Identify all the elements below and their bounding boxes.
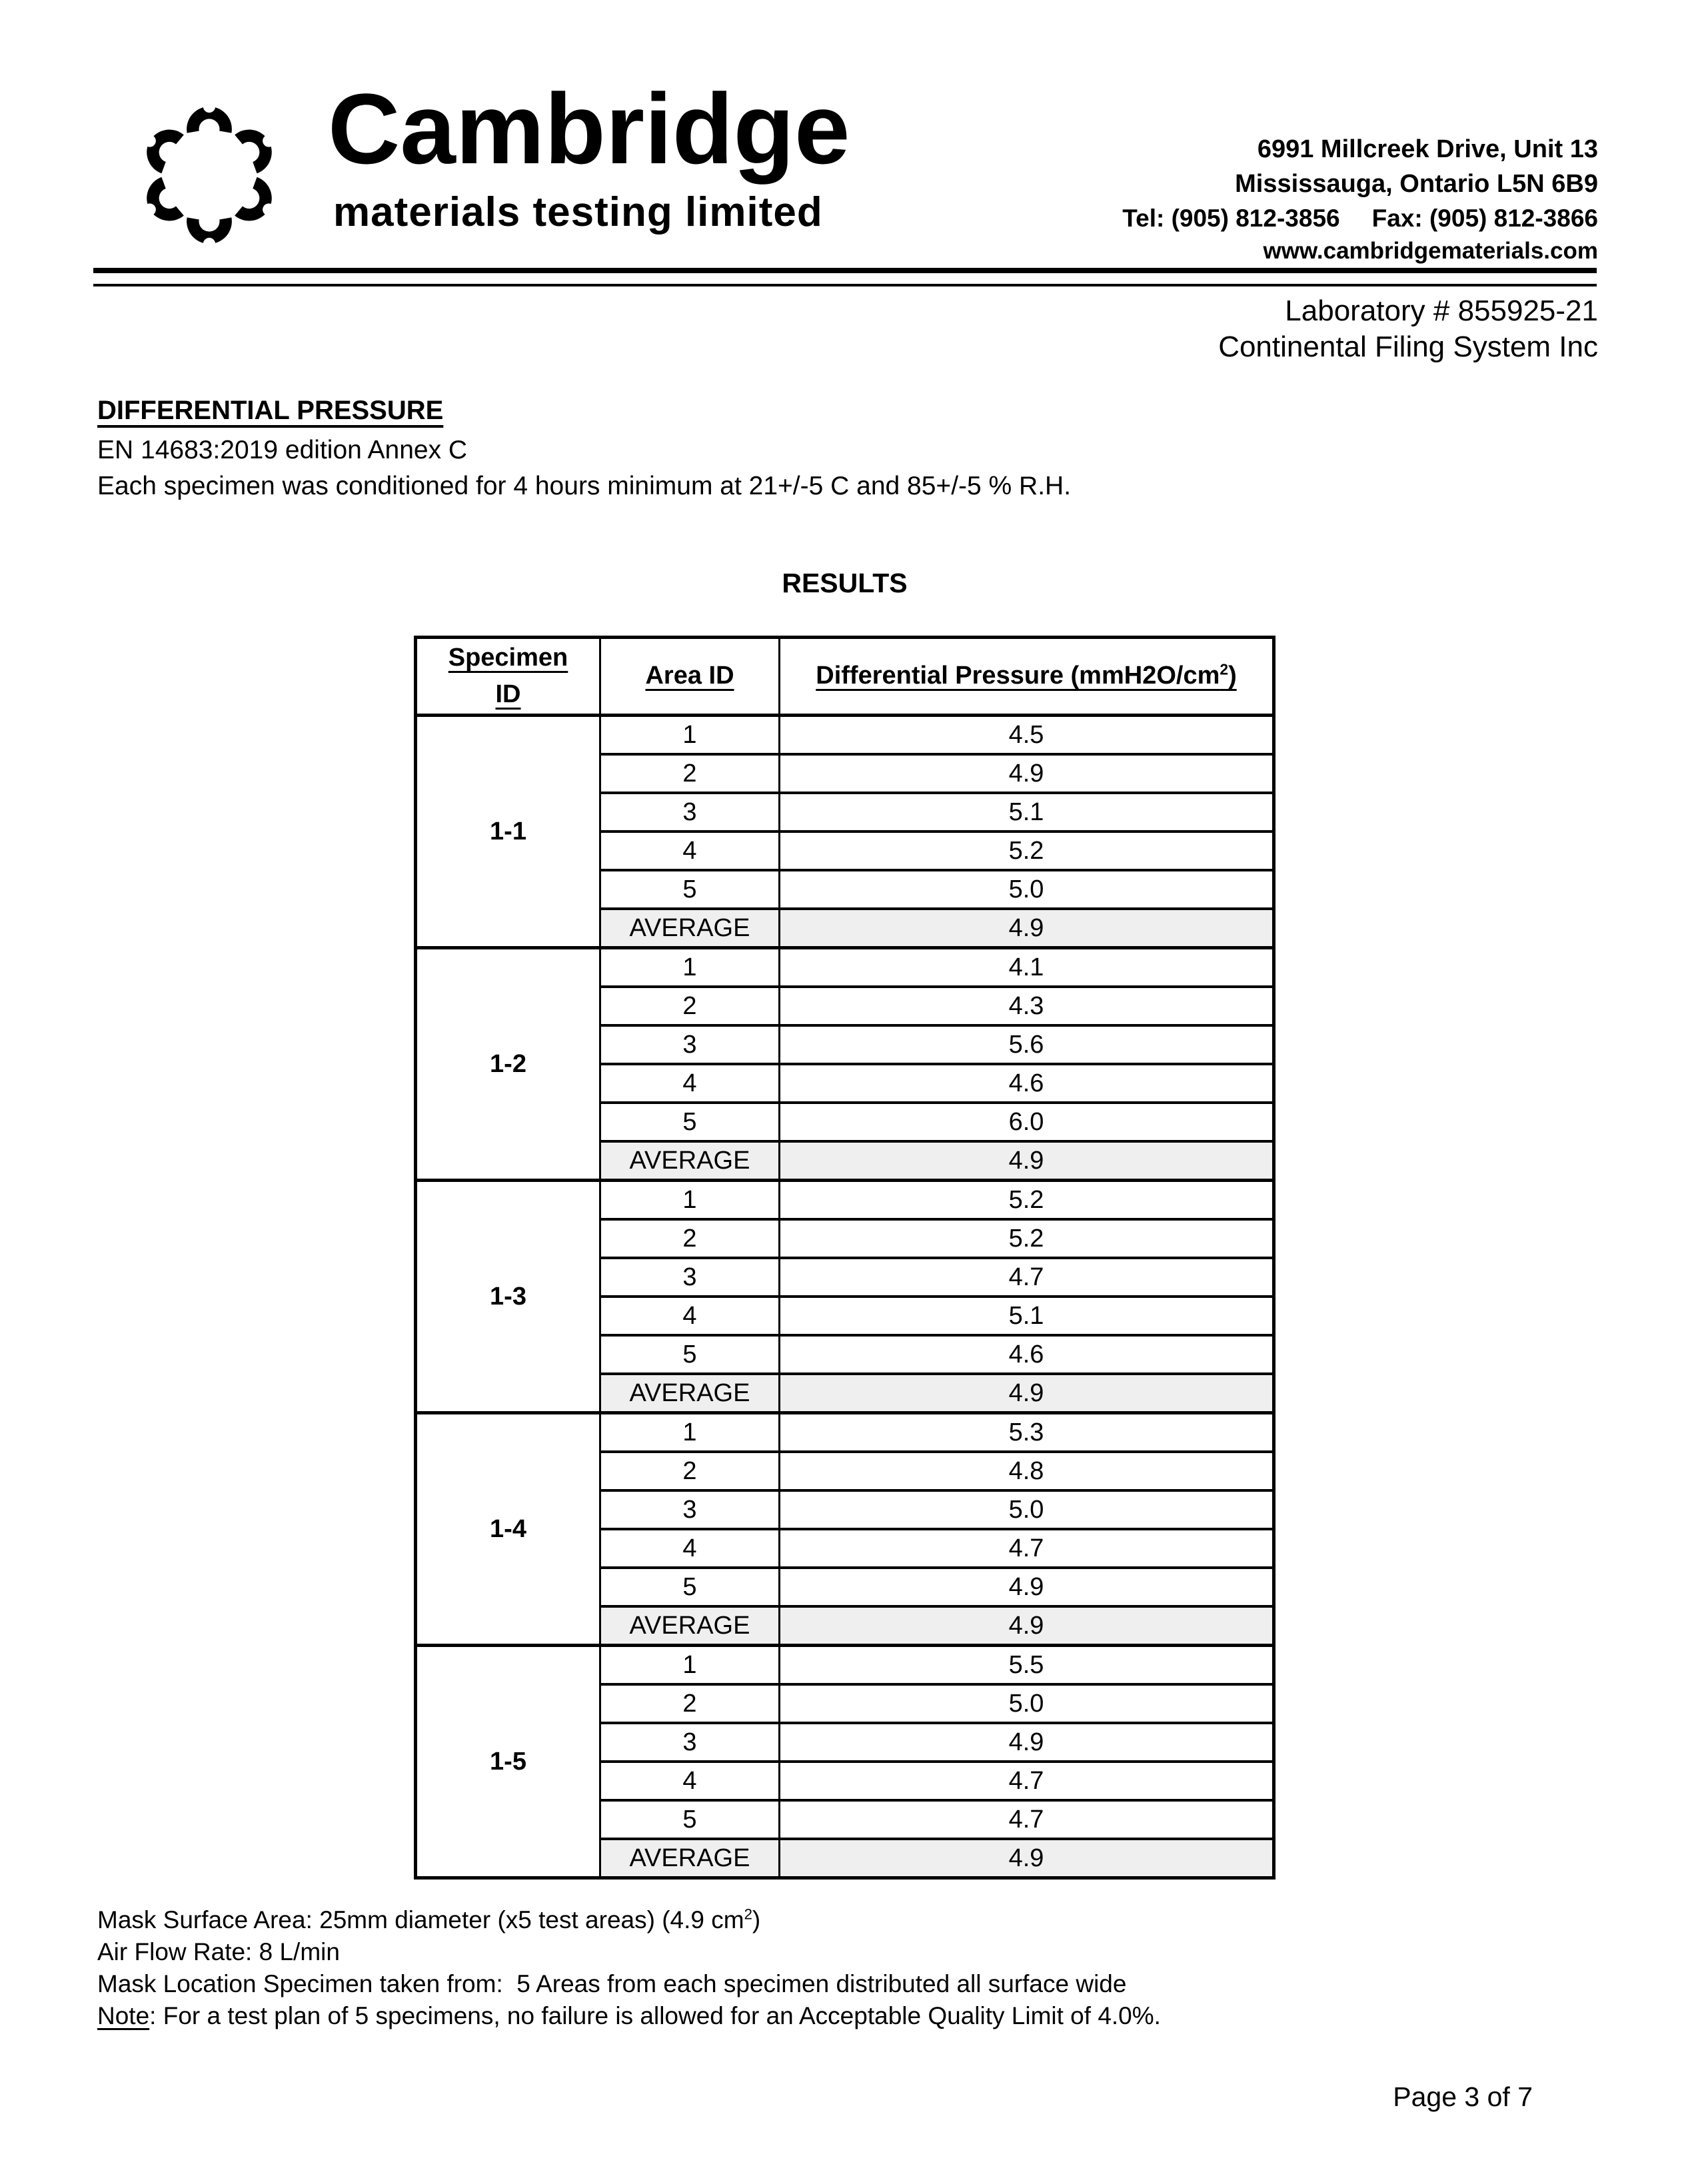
note-text-segment: Mask Location Specimen taken from: 5 Areas from each specimen distributed all surface wide: [97, 1970, 1127, 1997]
pressure-value-cell: 5.0: [780, 1490, 1274, 1529]
pressure-value-cell: 5.0: [780, 1684, 1274, 1723]
specimen-id-cell: 1-4: [416, 1413, 600, 1646]
tel-fax-line: [1122, 201, 1598, 236]
pressure-header-cell: [780, 638, 1274, 716]
pressure-value-cell: 5.2: [780, 1181, 1274, 1220]
area-id-cell: 1: [600, 1413, 780, 1452]
pressure-value-cell: 4.1: [780, 948, 1274, 987]
area-id-cell: 3: [600, 793, 780, 831]
area-id-cell: 4: [600, 1297, 780, 1335]
area-id-cell: 1: [600, 716, 780, 755]
table-row: [416, 1646, 1274, 1685]
specimen-header-line2: ID: [495, 680, 521, 708]
table-row: [416, 1413, 1274, 1452]
company-website: www.cambridgematerials.com: [1263, 238, 1598, 264]
pressure-value-cell: 4.3: [780, 987, 1274, 1025]
area-id-cell: 3: [600, 1490, 780, 1529]
pressure-value-cell: 4.7: [780, 1762, 1274, 1800]
area-id-cell: 1: [600, 1646, 780, 1685]
pressure-value-cell: 4.9: [780, 1568, 1274, 1606]
note-text-segment: Mask Surface Area: 25mm diameter (x5 test areas) (4.9 cm: [97, 1906, 744, 1933]
area-id-cell: 2: [600, 987, 780, 1025]
pressure-value-cell: 4.9: [780, 909, 1274, 948]
pressure-value-cell: 4.9: [780, 754, 1274, 793]
pressure-header-label: Differential Pressure $(mmH2O/cm^2)$: [816, 660, 1237, 690]
note-line: [97, 1936, 1161, 1968]
area-id-cell: 2: [600, 1684, 780, 1723]
table-row: [416, 716, 1274, 755]
area-id-cell: AVERAGE: [600, 1606, 780, 1646]
area-id-cell: 4: [600, 1529, 780, 1568]
pressure-value-cell: 5.1: [780, 793, 1274, 831]
area-id-cell: 5: [600, 1335, 780, 1374]
company-name: Cambridge: [328, 73, 850, 185]
header-divider-thick: [93, 268, 1597, 273]
note-text-segment: 2: [744, 1906, 752, 1923]
pressure-value-cell: 4.5: [780, 716, 1274, 755]
results-table-body: [416, 716, 1274, 1878]
header-divider-thin: [93, 284, 1597, 286]
address-line-1: 6991 Millcreek Drive, Unit 13: [1257, 135, 1598, 163]
area-id-cell: 1: [600, 948, 780, 987]
area-id-cell: 4: [600, 1064, 780, 1103]
pressure-value-cell: 4.7: [780, 1800, 1274, 1839]
table-row: [416, 948, 1274, 987]
specimen-id-cell: 1-3: [416, 1181, 600, 1413]
page-number: Page 3 of 7: [1393, 2081, 1533, 2112]
area-id-cell: AVERAGE: [600, 1141, 780, 1181]
area-id-cell: 3: [600, 1025, 780, 1064]
pressure-header-superscript: 2: [1220, 660, 1229, 678]
area-id-cell: 5: [600, 1103, 780, 1141]
results-table: [414, 636, 1275, 1880]
note-text-segment: Air Flow Rate: 8 L/min: [97, 1938, 340, 1965]
notes: [97, 1904, 1161, 2032]
area-header-label: Area ID: [645, 662, 734, 690]
address-line-2: Mississauga, Ontario L5N 6B9: [1235, 170, 1598, 198]
pressure-value-cell: 4.9: [780, 1723, 1274, 1762]
area-id-cell: 3: [600, 1723, 780, 1762]
fax-number: Fax: (905) 812-3866: [1371, 205, 1598, 232]
area-id-cell: 4: [600, 831, 780, 870]
area-id-cell: AVERAGE: [600, 909, 780, 948]
pressure-value-cell: 5.5: [780, 1646, 1274, 1685]
pressure-value-cell: 5.1: [780, 1297, 1274, 1335]
results-heading: RESULTS: [782, 568, 908, 598]
pressure-value-cell: 4.9: [780, 1141, 1274, 1181]
pressure-value-cell: 6.0: [780, 1103, 1274, 1141]
table-row: [416, 1181, 1274, 1220]
specimen-id-cell: 1-1: [416, 716, 600, 948]
tel-number: Tel: (905) 812-3856: [1122, 205, 1340, 232]
area-id-cell: 5: [600, 1800, 780, 1839]
cambridge-logo-icon: [132, 100, 287, 251]
pressure-value-cell: 5.2: [780, 831, 1274, 870]
area-id-cell: AVERAGE: [600, 1374, 780, 1413]
area-id-cell: AVERAGE: [600, 1839, 780, 1878]
client-name: Continental Filing System Inc: [1218, 330, 1598, 363]
pressure-value-cell: 4.9: [780, 1606, 1274, 1646]
area-id-cell: 2: [600, 754, 780, 793]
pressure-value-cell: 5.0: [780, 870, 1274, 909]
note-line: [97, 2000, 1161, 2032]
conditioning-statement: Each specimen was conditioned for 4 hours minimum at 21+/-5 C and 85+/-5 % R.H.: [97, 472, 1072, 500]
laboratory-number: Laboratory # 855925-21: [1285, 294, 1598, 327]
company-tagline: materials testing limited: [333, 189, 823, 235]
test-method: EN 14683:2019 edition Annex C: [97, 436, 468, 464]
area-id-header-cell: [600, 638, 780, 716]
note-text-segment: : For a test plan of 5 specimens, no failure is allowed for an Acceptable Quality Limit of 4.0%.: [149, 2002, 1161, 2029]
area-id-cell: 4: [600, 1762, 780, 1800]
pressure-value-cell: 4.8: [780, 1452, 1274, 1490]
pressure-value-cell: 4.6: [780, 1064, 1274, 1103]
area-id-cell: 1: [600, 1181, 780, 1220]
pressure-value-cell: 5.6: [780, 1025, 1274, 1064]
specimen-id-cell: 1-5: [416, 1646, 600, 1878]
pressure-value-cell: 5.3: [780, 1413, 1274, 1452]
results-table-container: [414, 636, 1275, 1880]
pressure-value-cell: 4.7: [780, 1529, 1274, 1568]
area-id-cell: 5: [600, 1568, 780, 1606]
pressure-value-cell: 4.9: [780, 1839, 1274, 1878]
area-id-cell: 2: [600, 1452, 780, 1490]
area-id-cell: 2: [600, 1219, 780, 1258]
note-line: [97, 1904, 1161, 1936]
pressure-value-cell: 4.7: [780, 1258, 1274, 1297]
specimen-header-line1: Specimen: [448, 643, 568, 672]
company-address-block: [1122, 132, 1598, 267]
pressure-value-cell: 4.9: [780, 1374, 1274, 1413]
pressure-value-cell: 4.6: [780, 1335, 1274, 1374]
area-id-cell: 5: [600, 870, 780, 909]
pressure-value-cell: 5.2: [780, 1219, 1274, 1258]
section-title: DIFFERENTIAL PRESSURE: [97, 396, 444, 425]
note-text-segment: ): [752, 1906, 761, 1933]
specimen-id-header-cell: [416, 638, 600, 716]
table-header-row: [416, 638, 1274, 716]
note-text-segment: Note: [97, 2002, 150, 2029]
area-id-cell: 3: [600, 1258, 780, 1297]
note-line: [97, 1968, 1161, 2000]
specimen-id-cell: 1-2: [416, 948, 600, 1181]
